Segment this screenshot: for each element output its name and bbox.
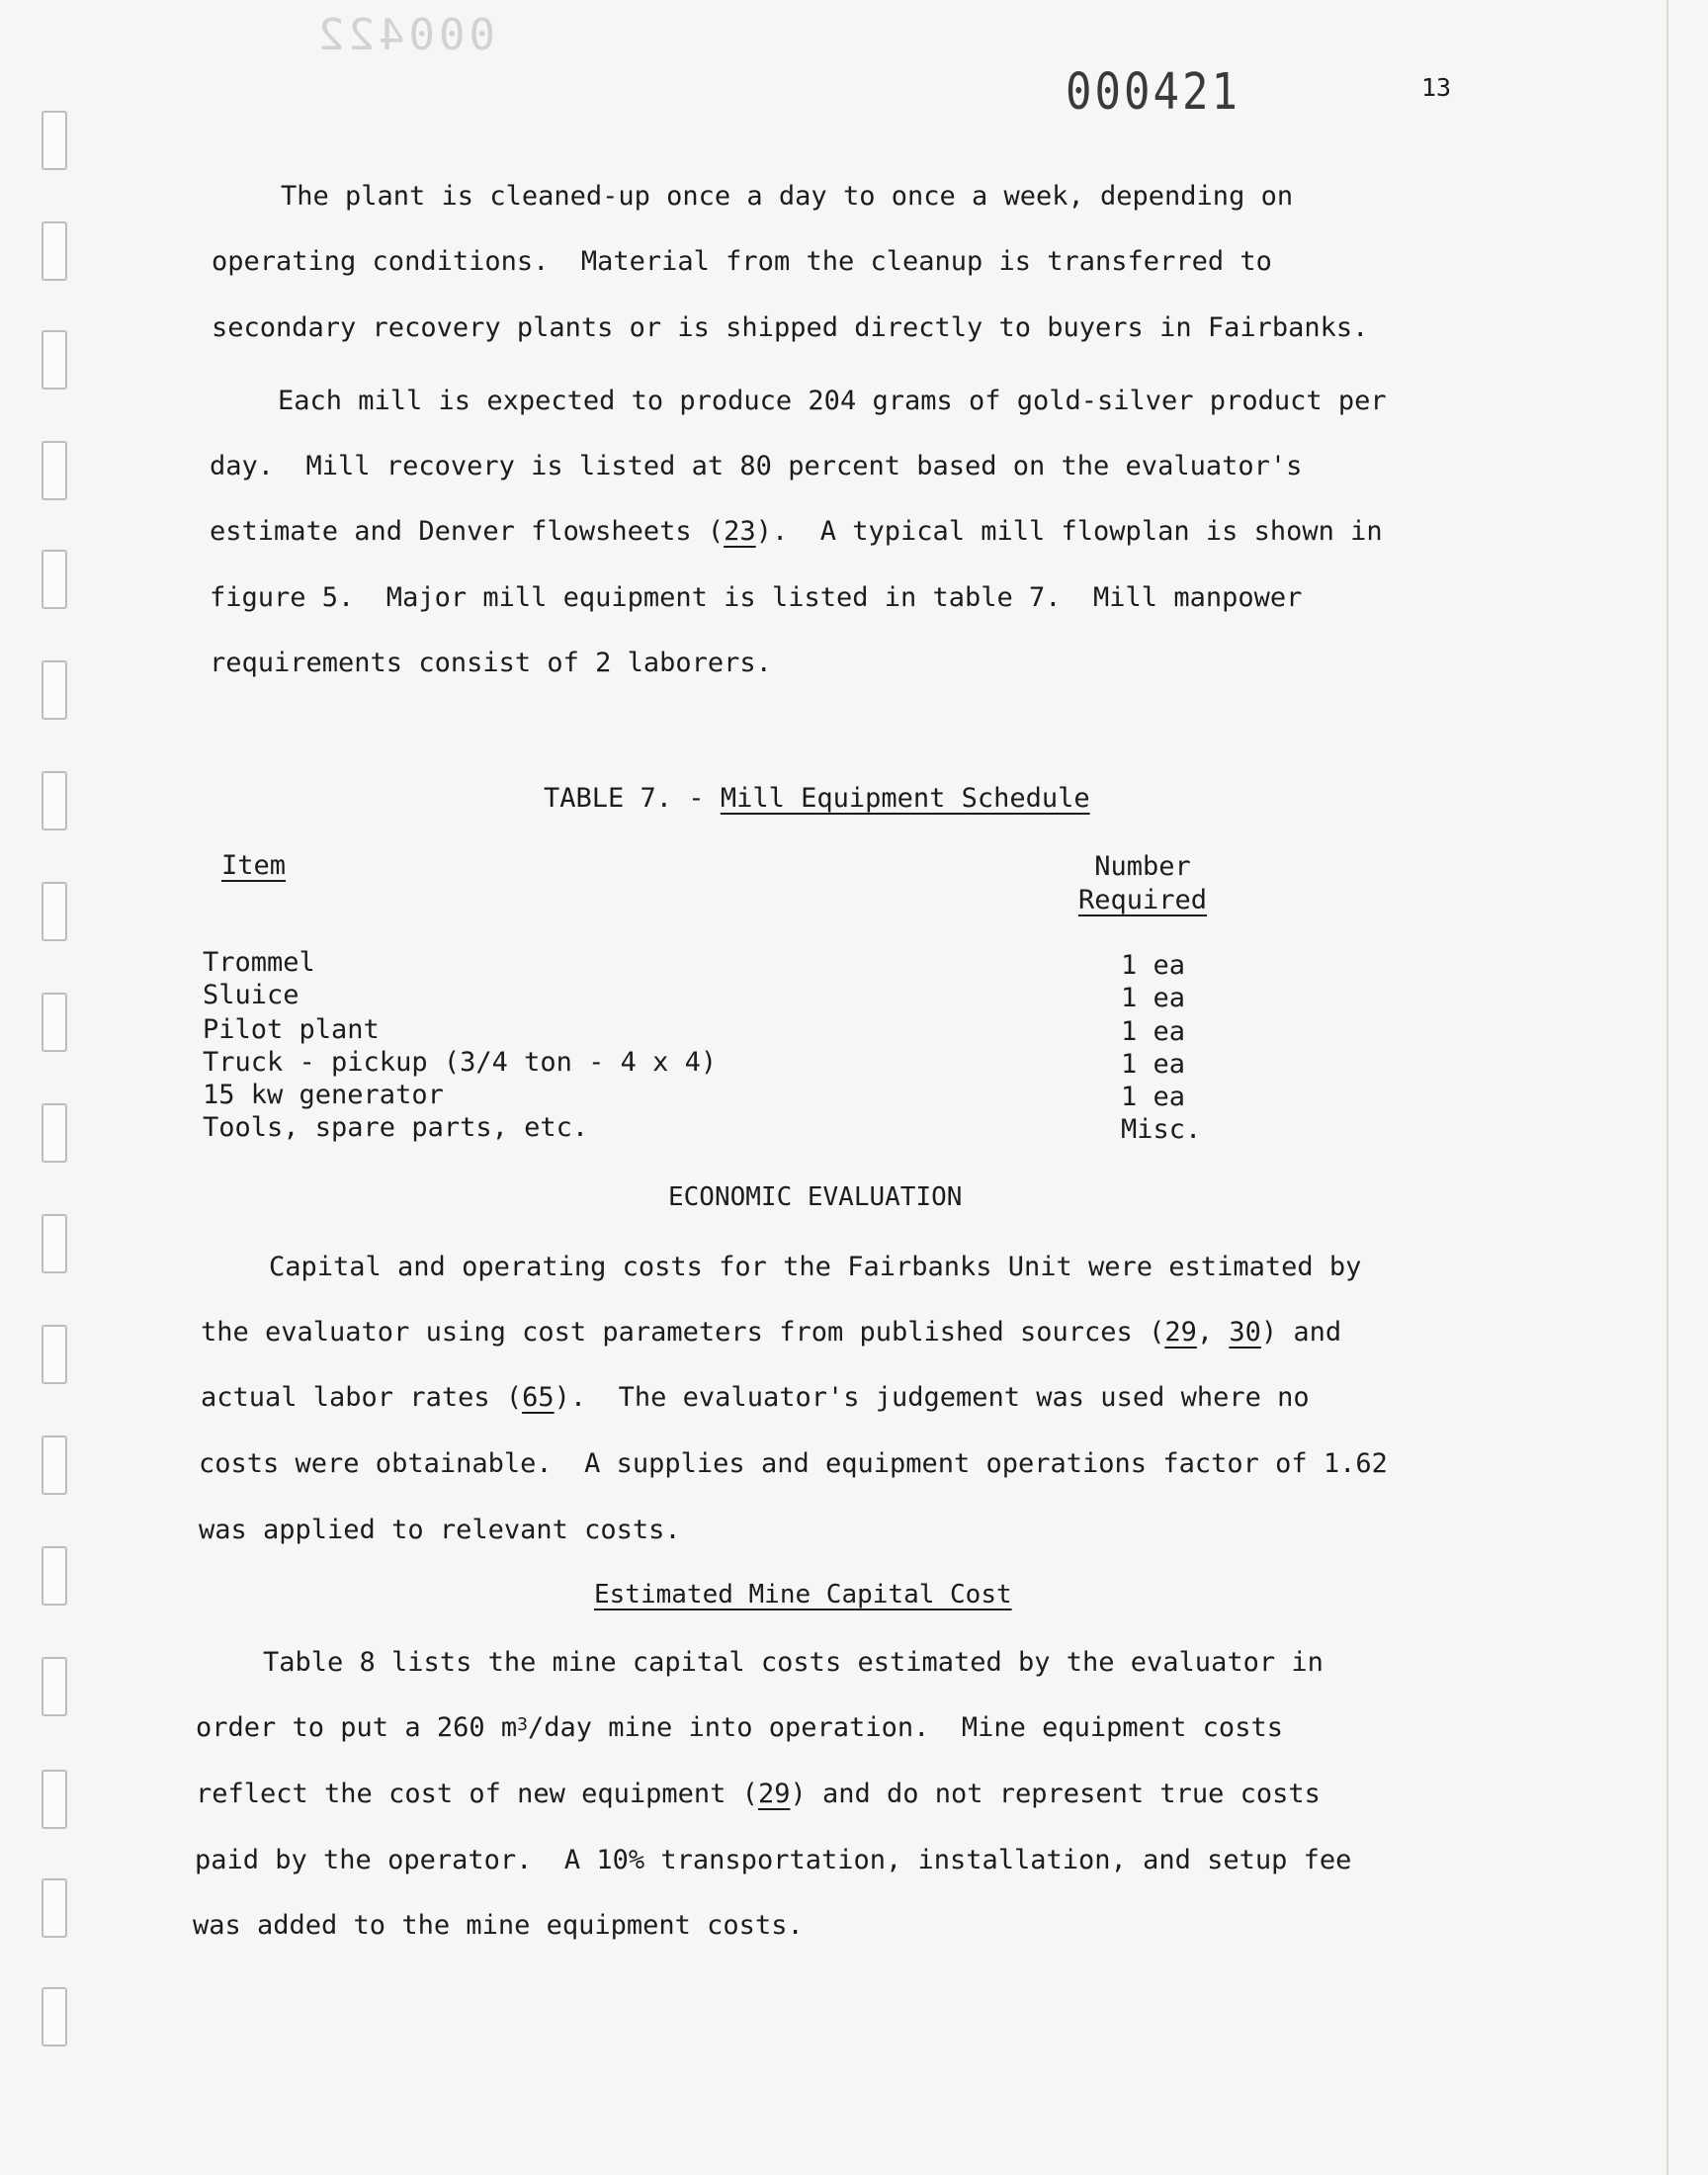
paragraph-line: Capital and operating costs for the Fairbanks Unit were estimated by: [269, 1252, 1362, 1282]
text-segment: ). A typical mill flowplan is shown in: [755, 516, 1383, 547]
text-segment: estimate and Denver flowsheets (: [210, 516, 725, 547]
paragraph-line: was applied to relevant costs.: [199, 1515, 681, 1545]
page-edge: [1666, 0, 1668, 2175]
binder-hole: [42, 660, 67, 720]
section-heading: ECONOMIC EVALUATION: [668, 1182, 963, 1212]
text-segment: reflect the cost of new equipment (: [196, 1779, 758, 1809]
binder-hole: [42, 1214, 67, 1273]
binder-hole: [42, 1657, 67, 1716]
binder-hole: [42, 441, 67, 500]
text-segment: ). The evaluator's judgement was used where no: [554, 1382, 1310, 1413]
paragraph-line: The plant is cleaned-up once a day to once a week, depending on: [281, 181, 1294, 212]
column-header-line: Number: [1094, 851, 1191, 882]
paragraph-line: operating conditions. Material from the cleanup is transferred to: [212, 246, 1272, 277]
reference-link: 23: [724, 516, 756, 547]
page-number: 13: [1421, 73, 1452, 102]
table-label: TABLE 7. -: [544, 783, 721, 814]
bleed-through-stamp: 000422: [314, 10, 495, 60]
text-segment: the evaluator using cost parameters from published sources (: [201, 1317, 1165, 1348]
column-header-number: [1068, 850, 1218, 917]
paragraph-line: [196, 1779, 1321, 1809]
paragraph-line: secondary recovery plants or is shipped directly to buyers in Fairbanks.: [212, 312, 1369, 343]
reference-link: 65: [522, 1382, 555, 1413]
binder-hole: [42, 1436, 67, 1495]
binder-hole: [42, 1103, 67, 1163]
text-segment: ) and do not represent true costs: [790, 1779, 1321, 1809]
paragraph-line: Each mill is expected to produce 204 grams of gold-silver product per: [278, 386, 1387, 416]
table-row-number: 1 ea: [1121, 1082, 1186, 1112]
text-segment: ,: [1196, 1317, 1230, 1348]
binder-hole: [42, 1878, 67, 1938]
table-row-item: Trommel: [203, 947, 315, 978]
binder-hole: [42, 1546, 67, 1606]
table-row-item: Tools, spare parts, etc.: [203, 1112, 589, 1143]
text-segment: order to put a 260 m: [196, 1712, 518, 1743]
text-segment: /day mine into operation. Mine equipment costs: [527, 1712, 1283, 1743]
subsection-heading: Estimated Mine Capital Cost: [594, 1580, 1012, 1610]
paragraph-line: Table 8 lists the mine capital costs estimated by the evaluator in: [263, 1647, 1324, 1678]
superscript: 3: [517, 1714, 528, 1735]
binder-hole: [42, 1770, 67, 1829]
table-row-item: Pilot plant: [203, 1014, 380, 1045]
binder-hole: [42, 771, 67, 830]
table-title: [544, 783, 1090, 814]
table-row-item: Truck - pickup (3/4 ton - 4 x 4): [203, 1047, 718, 1078]
paragraph-line: [201, 1317, 1341, 1348]
paragraph-line: requirements consist of 2 laborers.: [210, 648, 772, 678]
binder-hole: [42, 993, 67, 1052]
column-header-item: Item: [221, 850, 287, 881]
paragraph-line: was added to the mine equipment costs.: [193, 1910, 804, 1941]
table-title-text: Mill Equipment Schedule: [720, 783, 1090, 814]
paragraph-line: costs were obtainable. A supplies and equipment operations factor of 1.62: [199, 1448, 1388, 1479]
binder-hole: [42, 1987, 67, 2046]
paragraph-line: day. Mill recovery is listed at 80 percent based on the evaluator's: [210, 451, 1303, 481]
column-header-line: Required: [1077, 885, 1208, 915]
table-row-item: 15 kw generator: [203, 1080, 444, 1110]
paragraph-line: [210, 516, 1383, 547]
reference-link: 29: [1164, 1317, 1197, 1348]
table-row-item: Sluice: [203, 980, 299, 1010]
reference-link: 30: [1229, 1317, 1261, 1348]
document-number-stamp: 000421: [1066, 63, 1240, 122]
paragraph-line: [201, 1382, 1310, 1413]
reference-link: 29: [757, 1779, 791, 1809]
binder-hole: [42, 111, 67, 170]
text-segment: actual labor rates (: [201, 1382, 523, 1413]
table-row-number: 1 ea: [1121, 950, 1186, 981]
table-row-number: 1 ea: [1121, 1049, 1186, 1080]
binder-hole: [42, 550, 67, 609]
binder-hole: [42, 221, 67, 281]
table-row-number: Misc.: [1121, 1114, 1202, 1145]
paragraph-line: paid by the operator. A 10% transportation, installation, and setup fee: [195, 1845, 1352, 1875]
table-row-number: 1 ea: [1121, 1016, 1186, 1047]
paragraph-line: [196, 1712, 1283, 1743]
binder-hole: [42, 882, 67, 941]
paragraph-line: figure 5. Major mill equipment is listed in table 7. Mill manpower: [210, 582, 1303, 613]
table-row-number: 1 ea: [1121, 983, 1186, 1013]
text-segment: ) and: [1260, 1317, 1342, 1348]
binder-hole: [42, 330, 67, 390]
binder-hole: [42, 1325, 67, 1384]
